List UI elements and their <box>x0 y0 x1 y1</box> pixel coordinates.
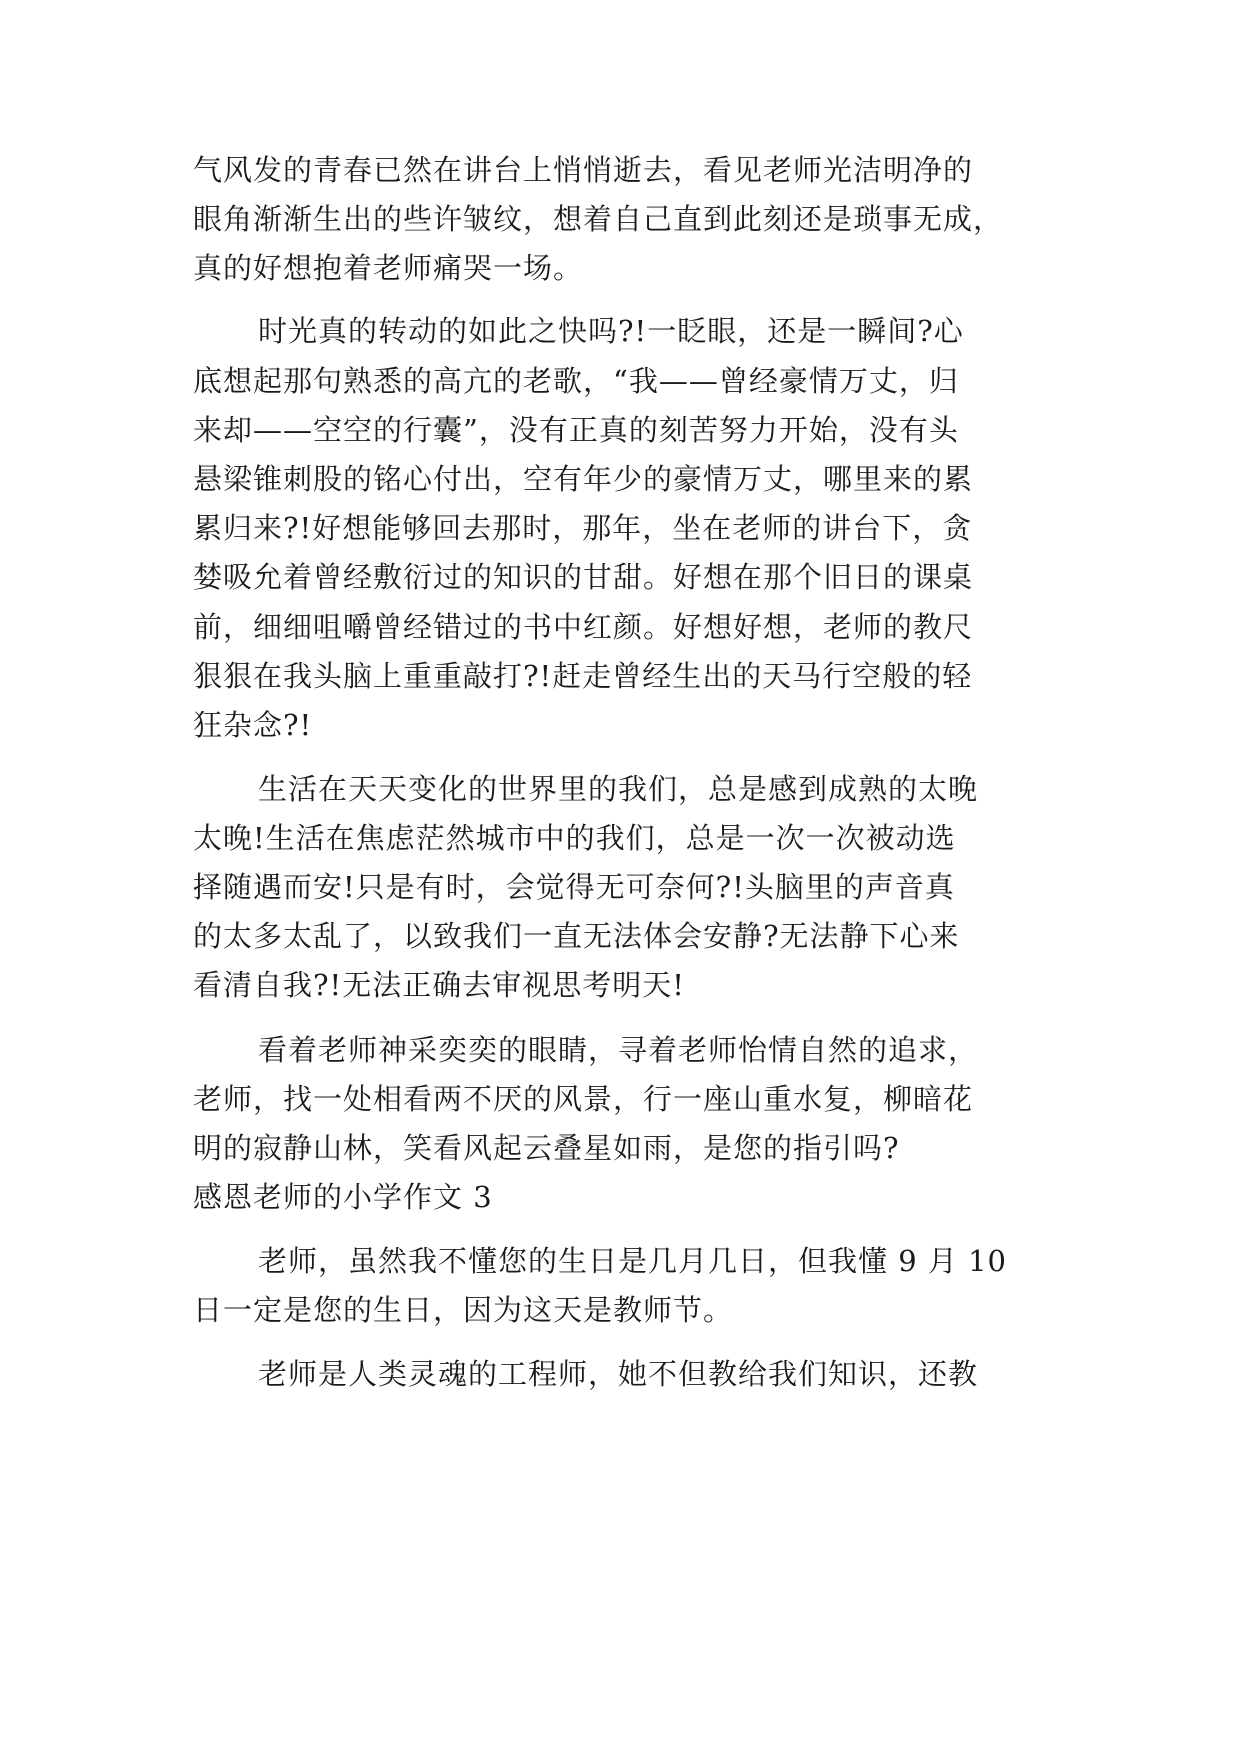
text-line: 累归来?!好想能够回去那时，那年，坐在老师的讲台下，贪 <box>193 511 973 545</box>
text-line: 狠狠在我头脑上重重敲打?!赶走曾经生出的天马行空般的轻 <box>193 659 973 693</box>
text-line: 底想起那句熟悉的高亢的老歌，“我——曾经豪情万丈，归 <box>193 364 959 398</box>
text-line: 老师，找一处相看两不厌的风景，行一座山重水复，柳暗花 <box>193 1082 974 1116</box>
text-line: 婪吸允着曾经敷衍过的知识的甘甜。好想在那个旧日的课桌 <box>193 560 974 594</box>
text-line: 来却——空空的行囊”，没有正真的刻苦努力开始，没有头 <box>193 413 959 447</box>
text-line: 日一定是您的生日，因为这天是教师节。 <box>193 1293 734 1327</box>
text-line: 明的寂静山林，笑看风起云叠星如雨，是您的指引吗? <box>193 1131 900 1165</box>
section-heading: 感恩老师的小学作文 3 <box>193 1180 493 1214</box>
text-line: 的太多太乱了，以致我们一直无法体会安静?无法静下心来 <box>193 919 960 953</box>
text-line: 前，细细咀嚼曾经错过的书中红颜。好想好想，老师的教尺 <box>193 610 974 644</box>
text-line: 眼角渐渐生出的些许皱纹，想着自己直到此刻还是琐事无成， <box>193 202 1004 236</box>
text-line: 气风发的青春已然在讲台上悄悄逝去，看见老师光洁明净的 <box>193 153 974 187</box>
text-line: 老师是人类灵魂的工程师，她不但教给我们知识，还教 <box>258 1357 979 1391</box>
text-line: 时光真的转动的如此之快吗?!一眨眼，还是一瞬间?心 <box>258 314 964 348</box>
text-line: 择随遇而安!只是有时，会觉得无可奈何?!头脑里的声音真 <box>193 870 955 904</box>
text-line: 狂杂念?! <box>193 708 313 742</box>
text-line: 悬梁锥刺股的铭心付出，空有年少的豪情万丈，哪里来的累 <box>193 462 974 496</box>
text-line: 生活在天天变化的世界里的我们，总是感到成熟的太晚 <box>258 772 979 806</box>
text-line: 看清自我?!无法正确去审视思考明天! <box>193 968 685 1002</box>
text-line: 真的好想抱着老师痛哭一场。 <box>193 251 584 285</box>
text-line: 太晚!生活在焦虑茫然城市中的我们，总是一次一次被动选 <box>193 821 956 855</box>
text-line: 看着老师神采奕奕的眼睛，寻着老师怡情自然的追求， <box>258 1033 979 1067</box>
text-line: 老师，虽然我不懂您的生日是几月几日，但我懂 9 月 10 <box>258 1244 1008 1278</box>
